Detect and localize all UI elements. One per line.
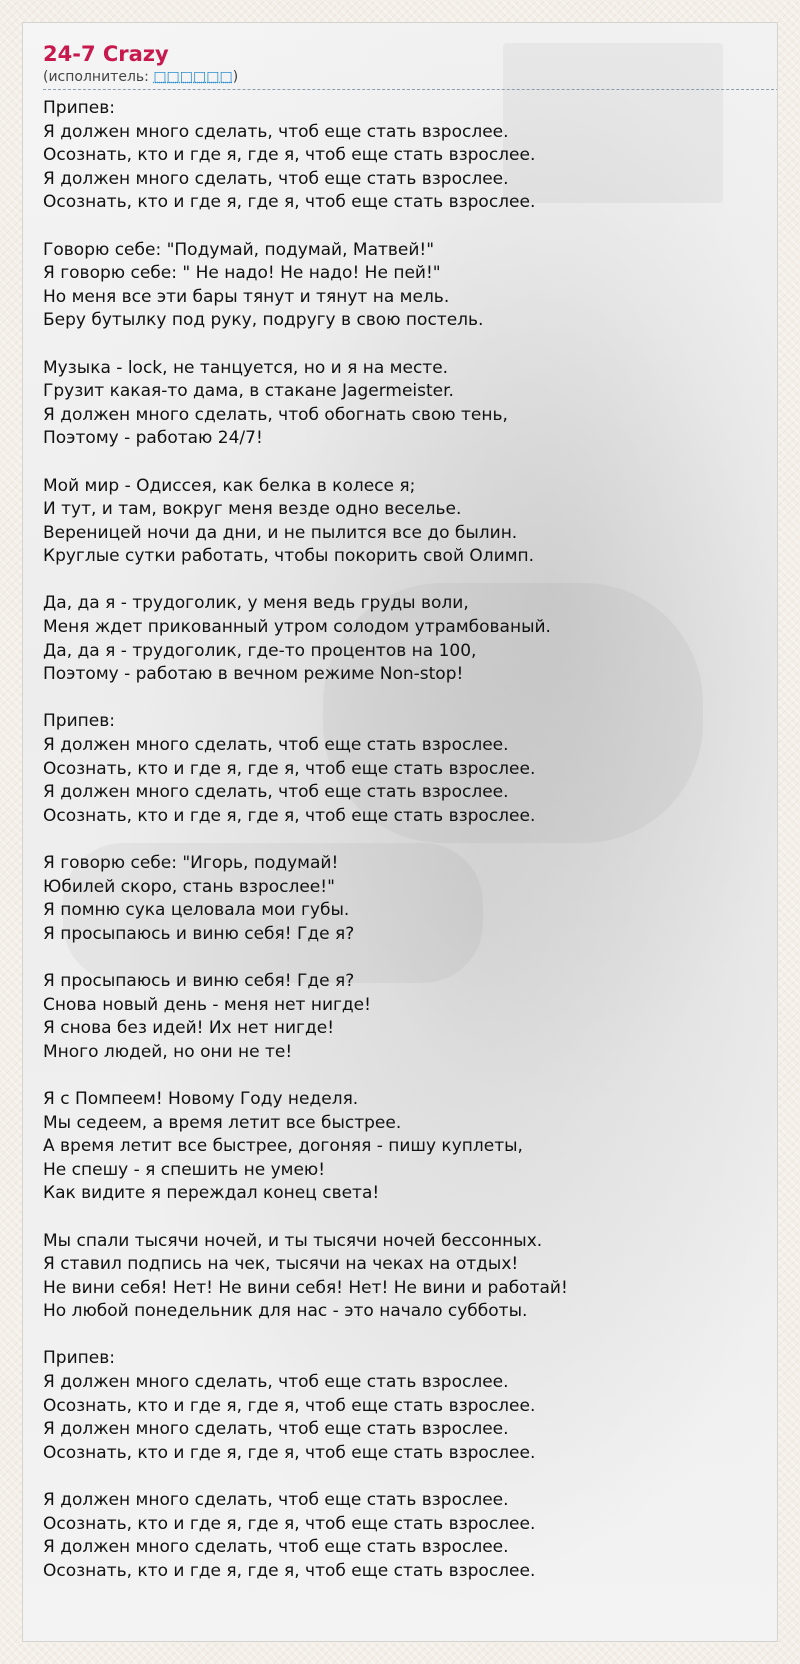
lyrics-line: Юбилей скоро, стань взрослее!" — [43, 876, 335, 897]
lyrics-line: Грузит какая-то дама, в стакане Jagermeister. — [43, 381, 454, 402]
lyrics-line: Я должен много сделать, чтоб еще стать взрослее. — [43, 1419, 509, 1440]
lyrics-line: Да, да я - трудоголик, у меня ведь груды воли, — [43, 593, 469, 614]
lyrics-line: Вереницей ночи да дни, и не пылится все до былин. — [43, 522, 518, 543]
song-header — [43, 41, 778, 86]
lyrics-stanza — [43, 1489, 778, 1583]
lyrics-line: Я с Помпеем! Новому Году неделя. — [43, 1088, 359, 1109]
artist-prefix: (исполнитель: — [43, 69, 154, 85]
lyrics-card — [22, 22, 778, 1642]
lyrics-stanza — [43, 97, 778, 215]
lyrics-line: Не спешу - я спешить не умею! — [43, 1159, 326, 1180]
lyrics-stanza — [43, 852, 778, 946]
lyrics-line: Я должен много сделать, чтоб еще стать взрослее. — [43, 168, 509, 189]
lyrics-line: Много людей, но они не те! — [43, 1041, 293, 1062]
header-divider — [43, 89, 778, 90]
lyrics-line: Музыка - lock, не танцуется, но и я на месте. — [43, 357, 449, 378]
lyrics-stanza — [43, 357, 778, 451]
lyrics-line: Осознать, кто и где я, где я, чтоб еще стать взрослее. — [43, 1395, 536, 1416]
lyrics-line: Я помню сука целовала мои губы. — [43, 900, 350, 921]
song-title: 24-7 Crazy — [43, 42, 169, 66]
lyrics-line: Круглые сутки работать, чтобы покорить свой Олимп. — [43, 546, 535, 567]
lyrics-line: Да, да я - трудоголик, где-то процентов на 100, — [43, 640, 477, 661]
lyrics-line: Я должен много сделать, чтоб еще стать взрослее. — [43, 1372, 509, 1393]
lyrics-line: Я должен много сделать, чтоб обогнать свою тень, — [43, 404, 508, 425]
lyrics-line: Я должен много сделать, чтоб еще стать взрослее. — [43, 735, 509, 756]
lyrics-line: А время летит все быстрее, догоняя - пишу куплеты, — [43, 1136, 523, 1157]
lyrics-line: Но любой понедельник для нас - это начало субботы. — [43, 1301, 528, 1322]
lyrics-line: И тут, и там, вокруг меня везде одно веселье. — [43, 499, 462, 520]
lyrics-line: Говорю себе: "Подумай, подумай, Матвей!" — [43, 239, 435, 260]
lyrics-line: Не вини себя! Нет! Не вини себя! Нет! Не вини и работай! — [43, 1277, 568, 1298]
lyrics-line: Я просыпаюсь и виню себя! Где я? — [43, 923, 355, 944]
lyrics-line: Я должен много сделать, чтоб еще стать взрослее. — [43, 1490, 509, 1511]
lyrics-line: Поэтому - работаю 24/7! — [43, 428, 263, 449]
lyrics-line: Осознать, кто и где я, где я, чтоб еще стать взрослее. — [43, 1560, 536, 1581]
lyrics-line: Осознать, кто и где я, где я, чтоб еще стать взрослее. — [43, 758, 536, 779]
lyrics-line: Я должен много сделать, чтоб еще стать взрослее. — [43, 121, 509, 142]
lyrics-stanza — [43, 592, 778, 686]
lyrics-line: Я должен много сделать, чтоб еще стать взрослее. — [43, 1537, 509, 1558]
lyrics-line: Мой мир - Одиссея, как белка в колесе я; — [43, 475, 416, 496]
lyrics-stanza — [43, 239, 778, 333]
lyrics-line: Осознать, кто и где я, где я, чтоб еще стать взрослее. — [43, 805, 536, 826]
lyrics-line: Меня ждет прикованный утром солодом утрамбованый. — [43, 617, 551, 638]
lyrics-line: Поэтому - работаю в вечном режиме Non-stop! — [43, 664, 464, 685]
lyrics-line: Я говорю себе: " Не надо! Не надо! Не пей!" — [43, 263, 441, 284]
lyrics-stanza — [43, 710, 778, 828]
lyrics-text — [43, 97, 778, 1607]
lyrics-line: Осознать, кто и где я, где я, чтоб еще стать взрослее. — [43, 145, 536, 166]
lyrics-line: Я говорю себе: "Игорь, подумай! — [43, 853, 339, 873]
lyrics-line: Мы спали тысячи ночей, и ты тысячи ночей бессонных. — [43, 1230, 543, 1251]
lyrics-stanza — [43, 1088, 778, 1206]
lyrics-stanza — [43, 1230, 778, 1324]
lyrics-line: Припев: — [43, 711, 115, 732]
lyrics-line: Я снова без идей! Их нет нигде! — [43, 1018, 335, 1039]
lyrics-line: Я ставил подпись на чек, тысячи на чеках на отдых! — [43, 1254, 519, 1275]
lyrics-line: Но меня все эти бары тянут и тянут на мель. — [43, 286, 450, 307]
lyrics-line: Припев: — [43, 1348, 115, 1369]
lyrics-line: Я просыпаюсь и виню себя! Где я? — [43, 970, 355, 991]
lyrics-stanza — [43, 475, 778, 569]
lyrics-line: Снова новый день - меня нет нигде! — [43, 994, 371, 1015]
artist-line — [43, 68, 778, 86]
lyrics-line: Мы седеем, а время летит все быстрее. — [43, 1112, 402, 1133]
lyrics-line: Как видите я переждал конец света! — [43, 1183, 380, 1204]
artist-link[interactable]: □□□□□□ — [153, 69, 233, 85]
lyrics-line: Я должен много сделать, чтоб еще стать взрослее. — [43, 782, 509, 803]
lyrics-line: Припев: — [43, 98, 115, 118]
lyrics-stanza — [43, 1347, 778, 1465]
lyrics-line: Беру бутылку под руку, подругу в свою постель. — [43, 310, 484, 331]
lyrics-stanza — [43, 970, 778, 1064]
lyrics-line: Осознать, кто и где я, где я, чтоб еще стать взрослее. — [43, 1442, 536, 1463]
artist-suffix: ) — [232, 69, 239, 85]
lyrics-line: Осознать, кто и где я, где я, чтоб еще стать взрослее. — [43, 192, 536, 213]
lyrics-line: Осознать, кто и где я, где я, чтоб еще стать взрослее. — [43, 1513, 536, 1534]
